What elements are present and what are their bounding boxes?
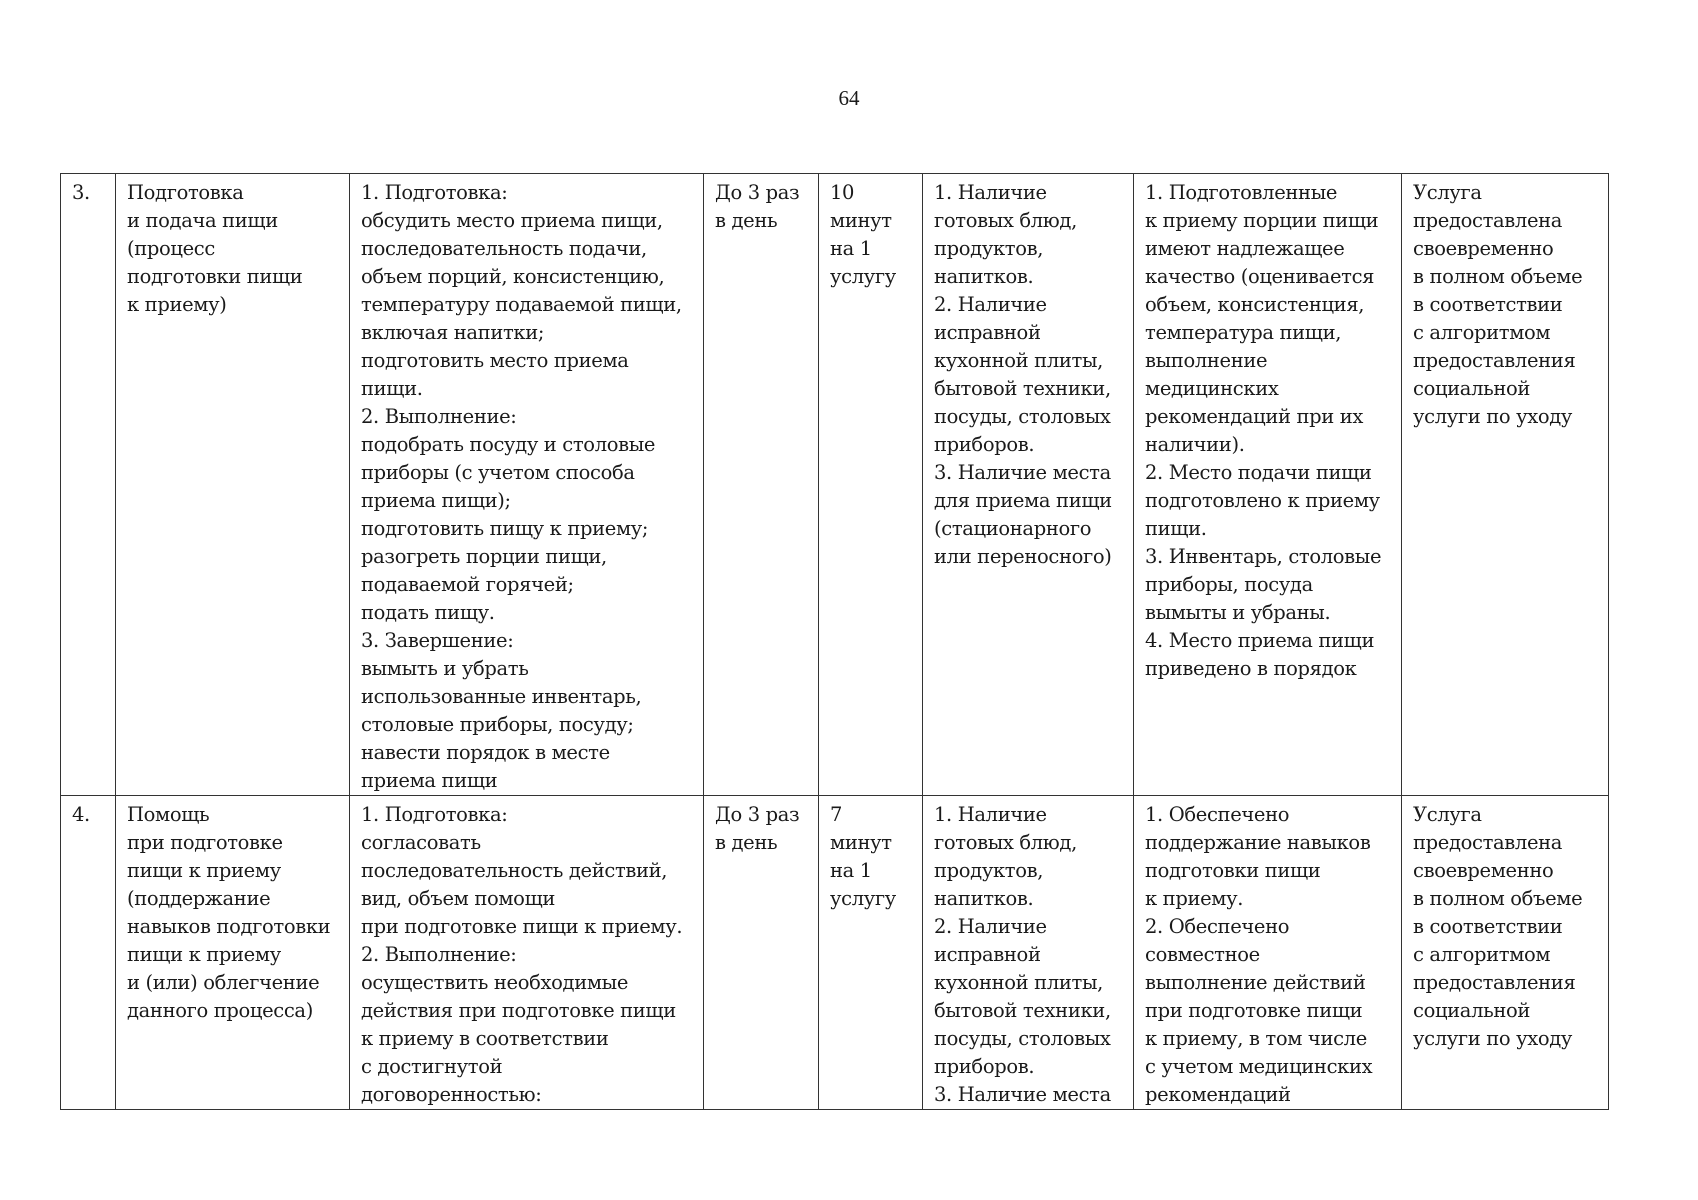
cell-line: в полном объеме: [1413, 887, 1583, 910]
cell-line: (поддержание: [127, 887, 271, 910]
cell-line: в день: [715, 209, 778, 232]
cell-line: услуги по уходу: [1413, 405, 1573, 428]
cell-line: подготовлено к приему: [1145, 489, 1380, 512]
cell-line: готовых блюд,: [934, 831, 1077, 854]
cell-line: в соответствии: [1413, 915, 1563, 938]
frequency-cell: [704, 174, 819, 796]
cell-line: навыков подготовки: [127, 915, 331, 938]
cell-line: 7: [830, 803, 843, 826]
cell-line: 3. Инвентарь, столовые: [1145, 545, 1382, 568]
cell-line: при подготовке пищи к приему.: [361, 915, 683, 938]
results-cell: [1134, 796, 1402, 1110]
cell-line: подаваемой горячей;: [361, 573, 574, 596]
cell-line: пищи к приему: [127, 943, 281, 966]
cell-line: бытовой техники,: [934, 999, 1111, 1022]
cell-line: с алгоритмом: [1413, 321, 1551, 344]
cell-line: температура пищи,: [1145, 321, 1342, 344]
cell-line: 2. Обеспечено: [1145, 915, 1290, 938]
cell-line: предоставления: [1413, 971, 1576, 994]
cell-line: подобрать посуду и столовые: [361, 433, 656, 456]
cell-line: обсудить место приема пищи,: [361, 209, 663, 232]
cell-line: выполнение действий: [1145, 971, 1366, 994]
cell-line: приема пищи: [361, 769, 498, 792]
cell-line: использованные инвентарь,: [361, 685, 642, 708]
cell-line: подать пищу.: [361, 601, 495, 624]
cell-line: исправной: [934, 943, 1041, 966]
cell-line: 1. Наличие: [934, 803, 1047, 826]
cell-line: осуществить необходимые: [361, 971, 629, 994]
cell-line: 4. Место приема пищи: [1145, 629, 1375, 652]
cell-line: совместное: [1145, 943, 1260, 966]
cell-line: услугу: [830, 887, 896, 910]
cell-line: к приему.: [1145, 887, 1244, 910]
cell-line: 3. Завершение:: [361, 629, 514, 652]
cell-line: приборов.: [934, 433, 1035, 456]
cell-line: объем порций, консистенцию,: [361, 265, 665, 288]
cell-line: предоставлена: [1413, 831, 1563, 854]
actions-cell: [350, 796, 704, 1110]
cell-line: и подача пищи: [127, 209, 278, 232]
cell-line: к приему, в том числе: [1145, 1027, 1367, 1050]
cell-line: подготовить пищу к приему;: [361, 517, 649, 540]
time-norm-cell: [819, 174, 923, 796]
quality-cell: [1402, 174, 1609, 796]
cell-line: с достигнутой: [361, 1055, 503, 1078]
table-row: [61, 174, 1609, 796]
cell-line: посуды, столовых: [934, 405, 1111, 428]
cell-line: 2. Выполнение:: [361, 405, 517, 428]
cell-line: подготовки пищи: [1145, 859, 1321, 882]
cell-line: 1. Обеспечено: [1145, 803, 1290, 826]
service-name-cell: [116, 796, 350, 1110]
table-row: [61, 796, 1609, 1110]
row-number-cell: [61, 796, 116, 1110]
cell-line: готовых блюд,: [934, 209, 1077, 232]
cell-line: приема пищи);: [361, 489, 511, 512]
quality-cell: [1402, 796, 1609, 1110]
cell-line: разогреть порции пищи,: [361, 545, 607, 568]
cell-line: До 3 раз: [715, 181, 800, 204]
cell-line: рекомендаций при их: [1145, 405, 1364, 428]
cell-line: социальной: [1413, 377, 1531, 400]
cell-line: к приему в соответствии: [361, 1027, 609, 1050]
cell-line: при подготовке пищи: [1145, 999, 1363, 1022]
cell-line: 3.: [72, 181, 90, 204]
cell-line: навести порядок в месте: [361, 741, 610, 764]
cell-line: вымыты и убраны.: [1145, 601, 1331, 624]
cell-line: Подготовка: [127, 181, 244, 204]
cell-line: приборы, посуда: [1145, 573, 1313, 596]
cell-line: напитков.: [934, 887, 1034, 910]
cell-line: пищи.: [1145, 517, 1207, 540]
cell-line: и (или) облегчение: [127, 971, 320, 994]
cell-line: 3. Наличие места: [934, 461, 1111, 484]
conditions-cell: [923, 796, 1134, 1110]
cell-line: продуктов,: [934, 859, 1044, 882]
cell-line: 2. Наличие: [934, 293, 1047, 316]
row-number-cell: [61, 174, 116, 796]
cell-line: (процесс: [127, 237, 215, 260]
cell-line: Услуга: [1413, 803, 1482, 826]
cell-line: 4.: [72, 803, 90, 826]
cell-line: (стационарного: [934, 517, 1092, 540]
cell-line: предоставления: [1413, 349, 1576, 372]
cell-line: рекомендаций: [1145, 1083, 1291, 1106]
cell-line: 10: [830, 181, 855, 204]
cell-line: 1. Наличие: [934, 181, 1047, 204]
cell-line: своевременно: [1413, 859, 1554, 882]
cell-line: с алгоритмом: [1413, 943, 1551, 966]
cell-line: 1. Подготовка:: [361, 803, 508, 826]
cell-line: последовательность подачи,: [361, 237, 647, 260]
cell-line: минут: [830, 831, 892, 854]
cell-line: 2. Место подачи пищи: [1145, 461, 1372, 484]
cell-line: столовые приборы, посуду;: [361, 713, 634, 736]
cell-line: услугу: [830, 265, 896, 288]
cell-line: пищи к приему: [127, 859, 281, 882]
cell-line: кухонной плиты,: [934, 971, 1103, 994]
cell-line: приборов.: [934, 1055, 1035, 1078]
cell-line: поддержание навыков: [1145, 831, 1371, 854]
cell-line: включая напитки;: [361, 321, 545, 344]
cell-line: к приему порции пищи: [1145, 209, 1379, 232]
cell-line: 2. Выполнение:: [361, 943, 517, 966]
cell-line: вид, объем помощи: [361, 887, 555, 910]
cell-line: подготовить место приема: [361, 349, 629, 372]
cell-line: своевременно: [1413, 237, 1554, 260]
cell-line: при подготовке: [127, 831, 283, 854]
cell-line: или переносного): [934, 545, 1112, 568]
cell-line: имеют надлежащее: [1145, 237, 1345, 260]
cell-line: в полном объеме: [1413, 265, 1583, 288]
frequency-cell: [704, 796, 819, 1110]
cell-line: на 1: [830, 237, 872, 260]
cell-line: минут: [830, 209, 892, 232]
cell-line: согласовать: [361, 831, 481, 854]
cell-line: последовательность действий,: [361, 859, 668, 882]
cell-line: услуги по уходу: [1413, 1027, 1573, 1050]
time-norm-cell: [819, 796, 923, 1110]
cell-line: данного процесса): [127, 999, 313, 1022]
cell-line: температуру подаваемой пищи,: [361, 293, 682, 316]
cell-line: подготовки пищи: [127, 265, 303, 288]
cell-line: напитков.: [934, 265, 1034, 288]
page-number: 64: [838, 86, 860, 110]
cell-line: качество (оценивается: [1145, 265, 1375, 288]
cell-line: До 3 раз: [715, 803, 800, 826]
cell-line: пищи.: [361, 377, 423, 400]
cell-line: 1. Подготовленные: [1145, 181, 1338, 204]
cell-line: посуды, столовых: [934, 1027, 1111, 1050]
cell-line: кухонной плиты,: [934, 349, 1103, 372]
cell-line: выполнение: [1145, 349, 1268, 372]
cell-line: действия при подготовке пищи: [361, 999, 676, 1022]
cell-line: Помощь: [127, 803, 210, 826]
cell-line: приведено в порядок: [1145, 657, 1357, 680]
cell-line: к приему): [127, 293, 227, 316]
cell-line: наличии).: [1145, 433, 1245, 456]
actions-cell: [350, 174, 704, 796]
cell-line: Услуга: [1413, 181, 1482, 204]
cell-line: медицинских: [1145, 377, 1279, 400]
cell-line: исправной: [934, 321, 1041, 344]
cell-line: 3. Наличие места: [934, 1083, 1111, 1106]
service-name-cell: [116, 174, 350, 796]
cell-line: на 1: [830, 859, 872, 882]
cell-line: 1. Подготовка:: [361, 181, 508, 204]
cell-line: вымыть и убрать: [361, 657, 529, 680]
results-cell: [1134, 174, 1402, 796]
services-table: [60, 173, 1609, 1110]
cell-line: в день: [715, 831, 778, 854]
cell-line: предоставлена: [1413, 209, 1563, 232]
conditions-cell: [923, 174, 1134, 796]
cell-line: социальной: [1413, 999, 1531, 1022]
cell-line: в соответствии: [1413, 293, 1563, 316]
cell-line: с учетом медицинских: [1145, 1055, 1373, 1078]
cell-line: договоренностью:: [361, 1083, 542, 1106]
cell-line: объем, консистенция,: [1145, 293, 1365, 316]
cell-line: 2. Наличие: [934, 915, 1047, 938]
cell-line: продуктов,: [934, 237, 1044, 260]
cell-line: для приема пищи: [934, 489, 1112, 512]
cell-line: приборы (с учетом способа: [361, 461, 635, 484]
cell-line: бытовой техники,: [934, 377, 1111, 400]
